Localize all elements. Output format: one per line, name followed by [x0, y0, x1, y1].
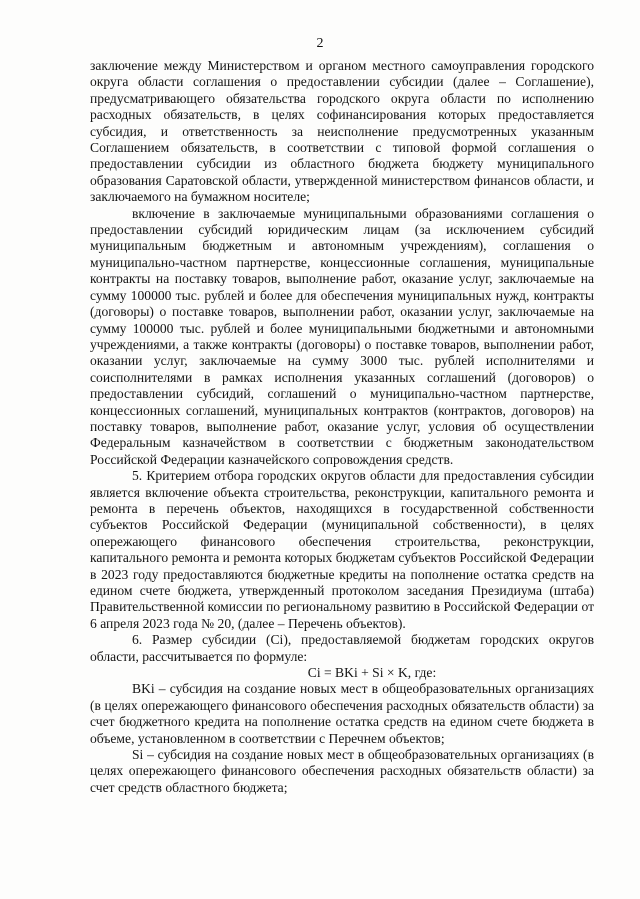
paragraph-treasury-support: включение в заключаемые муниципальными образованиями соглашения о предоставлении субсидий юридическим лицам (за исключением субсидий муниципальным бюджетным и автономным учреждениям), соглашения о муниципально-частном партнерстве, концессионные соглашения, муниципальные контракты на поставку товаров, выполнение работ, оказание услуг, заключаемые на сумму 100000 тыс. рублей и более для обеспечения муниципальных нужд, контракты (договоры) о поставке товаров, выполнении работ, оказании услуг, заключаемые на сумму 100000 тыс. рублей и более муниципальными бюджетными и автономными учреждениями, а также контракты (договоры) о поставке товаров, выполнении работ, оказании услуг, заключаемые на сумму 3000 тыс. рублей исполнителями и соисполнителями в рамках исполнения указанных соглашений (договоров) о предоставлении субсидий, соглашений о муниципально-частном партнерстве, концессионных соглашений, муниципальных контрактов (контрактов, договоров) на поставку товаров, выполнение работ, оказание услуг, условия об осуществлении Федеральным казначейством в соответствии с бюджетным законодательством Российской Федерации казначейского сопровождения средств. — [90, 205, 594, 467]
page-number: 2 — [316, 36, 324, 51]
definition-bk: BKi – субсидия на создание новых мест в общеобразовательных организациях (в целях опережающего финансового обеспечения расходных обязательств области) за счет бюджетного кредита на пополнение остатка средств на едином счете бюджета в объеме, установленном в соответствии с Перечнем объектов; — [90, 681, 594, 746]
subsidy-formula: Сi = BKi + Si × K, где: — [307, 665, 437, 681]
paragraph-selection-criterion: 5. Критерием отбора городских округов области для предоставления субсидии является включение объекта строительства, реконструкции, капитального ремонта и ремонта в перечень объектов, находящихся в государственной собственности субъектов Российской Федерации (муниципальной собственности), в целях опережающего финансового обеспечения строительства, реконструкции, капитального ремонта и ремонта которых бюджетам субъектов Российской Федерации в 2023 году предоставляются бюджетные кредиты на пополнение остатка средств на едином счете бюджета, утвержденный протоколом заседания Президиума (штаба) Правительственной комиссии по региональному развитию в Российской Федерации от 6 апреля 2023 года № 20, (далее – Перечень объектов). — [90, 468, 595, 631]
paragraph-agreement-conclusion: заключение между Министерством и органом местного самоуправления городского округа области соглашения о предоставлении субсидии (далее – Соглашение), предусматривающего обязательства городского округа области по исполнению расходных обязательств, в целях софинансирования которых предоставляется субсидия, и ответственность за неисполнение предусмотренных указанным Соглашением обязательств, в соответствии с типовой формой соглашения о предоставлении субсидии из областного бюджета бюджету муниципального образования Саратовской области, утвержденной министерством финансов области, и заключаемого на бумажном носителе; — [90, 58, 594, 205]
definition-s: Si – субсидия на создание новых мест в общеобразовательных организациях (в целях опережающего финансового обеспечения расходных обязательств области) за счет средств областного бюджета; — [90, 747, 594, 795]
document-body — [90, 58, 594, 796]
paragraph-subsidy-amount: 6. Размер субсидии (Сi), предоставляемой бюджетам городских округов области, рассчитывается по формуле: — [90, 632, 594, 664]
